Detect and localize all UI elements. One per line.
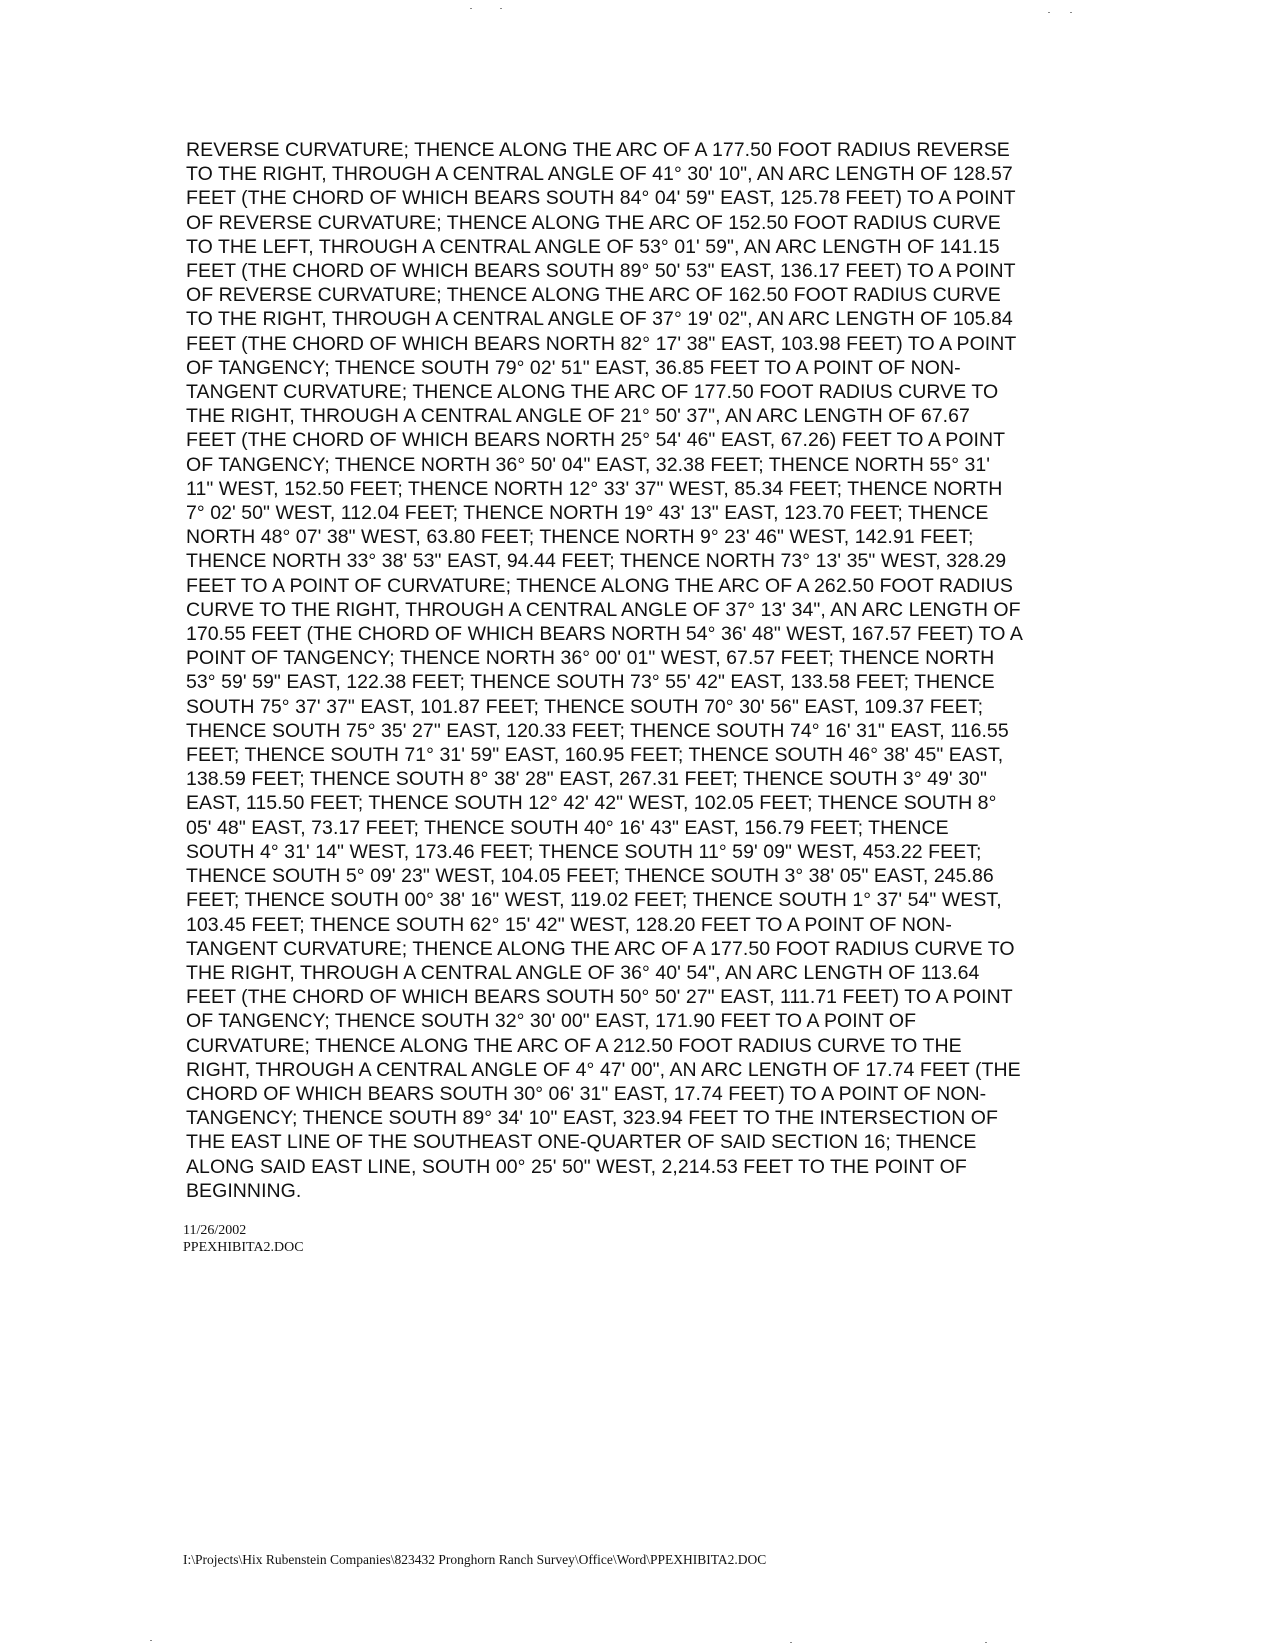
text-line: NORTH 48° 07' 38" WEST, 63.80 FEET; THENCE NORTH 9° 23' 46" WEST, 142.91 FEET; bbox=[186, 526, 974, 549]
text-line: FEET (THE CHORD OF WHICH BEARS SOUTH 89° 50' 53" EAST, 136.17 FEET) TO A POINT bbox=[186, 260, 1016, 283]
text-line: RIGHT, THROUGH A CENTRAL ANGLE OF 4° 47' 00", AN ARC LENGTH OF 17.74 FEET (THE bbox=[186, 1058, 1021, 1081]
text-line: TO THE LEFT, THROUGH A CENTRAL ANGLE OF 53° 01' 59", AN ARC LENGTH OF 141.15 bbox=[186, 235, 1000, 258]
text-line: 53° 59' 59" EAST, 122.38 FEET; THENCE SOUTH 73° 55' 42" EAST, 133.58 FEET; THENCE bbox=[186, 671, 995, 694]
text-line: 103.45 FEET; THENCE SOUTH 62° 15' 42" WEST, 128.20 FEET TO A POINT OF NON- bbox=[186, 913, 952, 936]
text-line: CHORD OF WHICH BEARS SOUTH 30° 06' 31" EAST, 17.74 FEET) TO A POINT OF NON- bbox=[186, 1082, 987, 1105]
text-line: REVERSE CURVATURE; THENCE ALONG THE ARC OF A 177.50 FOOT RADIUS REVERSE bbox=[186, 139, 1010, 161]
text-line: BEGINNING. bbox=[186, 1179, 302, 1202]
text-line: FEET; THENCE SOUTH 00° 38' 16" WEST, 119.02 FEET; THENCE SOUTH 1° 37' 54" WEST, bbox=[186, 889, 1002, 912]
text-line: 138.59 FEET; THENCE SOUTH 8° 38' 28" EAST, 267.31 FEET; THENCE SOUTH 3° 49' 30" bbox=[186, 768, 987, 791]
legal-description-text bbox=[186, 138, 1116, 1203]
text-line: THENCE SOUTH 5° 09' 23" WEST, 104.05 FEET; THENCE SOUTH 3° 38' 05" EAST, 245.86 bbox=[186, 865, 994, 888]
text-line: OF TANGENCY; THENCE NORTH 36° 50' 04" EAST, 32.38 FEET; THENCE NORTH 55° 31' bbox=[186, 453, 991, 476]
text-line: CURVE TO THE RIGHT, THROUGH A CENTRAL ANGLE OF 37° 13' 34", AN ARC LENGTH OF bbox=[186, 598, 1021, 621]
text-line: 11" WEST, 152.50 FEET; THENCE NORTH 12° 33' 37" WEST, 85.34 FEET; THENCE NORTH bbox=[186, 477, 1003, 500]
scan-speck bbox=[1070, 12, 1072, 13]
text-line: THE RIGHT, THROUGH A CENTRAL ANGLE OF 36° 40' 54", AN ARC LENGTH OF 113.64 bbox=[186, 961, 980, 984]
text-line: OF REVERSE CURVATURE; THENCE ALONG THE ARC OF 152.50 FOOT RADIUS CURVE bbox=[186, 211, 1001, 234]
scan-speck bbox=[500, 8, 502, 9]
text-line: THENCE NORTH 33° 38' 53" EAST, 94.44 FEET; THENCE NORTH 73° 13' 35" WEST, 328.29 bbox=[186, 550, 1007, 573]
scan-speck bbox=[150, 1640, 152, 1641]
scan-speck bbox=[985, 1642, 987, 1643]
text-line: TANGENT CURVATURE; THENCE ALONG THE ARC OF A 177.50 FOOT RADIUS CURVE TO bbox=[186, 937, 1015, 960]
scan-speck bbox=[470, 8, 472, 9]
text-line: THENCE SOUTH 75° 35' 27" EAST, 120.33 FEET; THENCE SOUTH 74° 16' 31" EAST, 116.55 bbox=[186, 719, 1009, 742]
text-line: THE EAST LINE OF THE SOUTHEAST ONE-QUARTER OF SAID SECTION 16; THENCE bbox=[186, 1131, 977, 1154]
document-filename: PPEXHIBITA2.DOC bbox=[183, 1240, 304, 1255]
text-line: ALONG SAID EAST LINE, SOUTH 00° 25' 50" WEST, 2,214.53 FEET TO THE POINT OF bbox=[186, 1155, 967, 1178]
document-metadata bbox=[183, 1222, 304, 1256]
text-line: FEET; THENCE SOUTH 71° 31' 59" EAST, 160.95 FEET; THENCE SOUTH 46° 38' 45" EAST, bbox=[186, 744, 1004, 767]
text-line: OF TANGENCY; THENCE SOUTH 32° 30' 00" EAST, 171.90 FEET TO A POINT OF bbox=[186, 1010, 917, 1033]
text-line: TO THE RIGHT, THROUGH A CENTRAL ANGLE OF 41° 30' 10", AN ARC LENGTH OF 128.57 bbox=[186, 163, 1013, 186]
scan-speck bbox=[790, 1642, 792, 1643]
text-line: SOUTH 75° 37' 37" EAST, 101.87 FEET; THENCE SOUTH 70° 30' 56" EAST, 109.37 FEET; bbox=[186, 695, 984, 718]
text-line: OF TANGENCY; THENCE SOUTH 79° 02' 51" EAST, 36.85 FEET TO A POINT OF NON- bbox=[186, 356, 961, 379]
text-line: FEET (THE CHORD OF WHICH BEARS NORTH 25° 54' 46" EAST, 67.26) FEET TO A POINT bbox=[186, 429, 1006, 452]
text-line: POINT OF TANGENCY; THENCE NORTH 36° 00' 01" WEST, 67.57 FEET; THENCE NORTH bbox=[186, 647, 995, 670]
text-line: EAST, 115.50 FEET; THENCE SOUTH 12° 42' 42" WEST, 102.05 FEET; THENCE SOUTH 8° bbox=[186, 792, 997, 815]
text-line: 7° 02' 50" WEST, 112.04 FEET; THENCE NORTH 19° 43' 13" EAST, 123.70 FEET; THENCE bbox=[186, 502, 989, 525]
text-line: FEET (THE CHORD OF WHICH BEARS NORTH 82° 17' 38" EAST, 103.98 FEET) TO A POINT bbox=[186, 332, 1017, 355]
text-line: FEET (THE CHORD OF WHICH BEARS SOUTH 50° 50' 27" EAST, 111.71 FEET) TO A POINT bbox=[186, 986, 1013, 1009]
scan-speck bbox=[1048, 12, 1050, 13]
text-line: TANGENCY; THENCE SOUTH 89° 34' 10" EAST, 323.94 FEET TO THE INTERSECTION OF bbox=[186, 1107, 998, 1130]
text-line: THE RIGHT, THROUGH A CENTRAL ANGLE OF 21° 50' 37", AN ARC LENGTH OF 67.67 bbox=[186, 405, 970, 428]
text-line: 170.55 FEET (THE CHORD OF WHICH BEARS NORTH 54° 36' 48" WEST, 167.57 FEET) TO A bbox=[186, 623, 1023, 646]
text-line: 05' 48" EAST, 73.17 FEET; THENCE SOUTH 40° 16' 43" EAST, 156.79 FEET; THENCE bbox=[186, 816, 949, 839]
text-line: FEET (THE CHORD OF WHICH BEARS SOUTH 84° 04' 59" EAST, 125.78 FEET) TO A POINT bbox=[186, 187, 1016, 210]
document-date: 11/26/2002 bbox=[183, 1223, 247, 1238]
text-line: CURVATURE; THENCE ALONG THE ARC OF A 212.50 FOOT RADIUS CURVE TO THE bbox=[186, 1034, 962, 1057]
footer-file-path: I:\Projects\Hix Rubenstein Companies\823432 Pronghorn Ranch Survey\Office\Word\PPEXHIBITA2.DOC bbox=[183, 1552, 767, 1567]
text-line: FEET TO A POINT OF CURVATURE; THENCE ALONG THE ARC OF A 262.50 FOOT RADIUS bbox=[186, 574, 1013, 597]
text-line: OF REVERSE CURVATURE; THENCE ALONG THE ARC OF 162.50 FOOT RADIUS CURVE bbox=[186, 284, 1001, 307]
text-line: SOUTH 4° 31' 14" WEST, 173.46 FEET; THENCE SOUTH 11° 59' 09" WEST, 453.22 FEET; bbox=[186, 840, 982, 863]
text-line: TANGENT CURVATURE; THENCE ALONG THE ARC OF 177.50 FOOT RADIUS CURVE TO bbox=[186, 381, 999, 404]
text-line: TO THE RIGHT, THROUGH A CENTRAL ANGLE OF 37° 19' 02", AN ARC LENGTH OF 105.84 bbox=[186, 308, 1013, 331]
